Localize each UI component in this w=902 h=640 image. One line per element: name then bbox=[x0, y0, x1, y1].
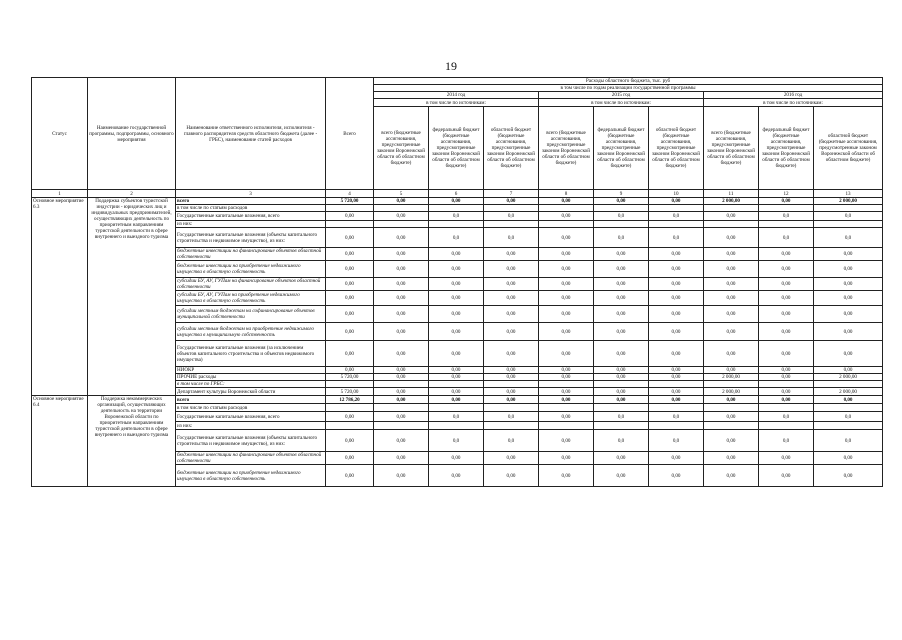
header-year-2014: 2014 год bbox=[374, 92, 539, 99]
row-value: 2 000,00 bbox=[814, 374, 883, 381]
row-label: бюджетные инвестиции на приобретение недвижимого имущества в областную собственность bbox=[176, 465, 326, 487]
column-number: 5 bbox=[374, 190, 429, 198]
header-src-federal: федеральный бюджет (бюджетные ассигнования, предусмотренные законом Воронежской области об областном бюджете) bbox=[594, 107, 649, 190]
row-value: 5 720,00 bbox=[326, 388, 374, 396]
row-value bbox=[429, 404, 484, 412]
header-src-regional: областной бюджет (бюджетные ассигнования, предусмотренные законом Воронежской области об областном бюджете) bbox=[814, 107, 883, 190]
row-value bbox=[326, 381, 374, 388]
row-value: 0,00 bbox=[594, 465, 649, 487]
row-value: 0,00 bbox=[704, 212, 759, 221]
row-value bbox=[594, 404, 649, 412]
row-value bbox=[594, 381, 649, 388]
row-value: 0,00 bbox=[704, 430, 759, 452]
column-number: 4 bbox=[326, 190, 374, 198]
row-value: 0,00 bbox=[704, 412, 759, 422]
row-value bbox=[759, 404, 814, 412]
row-status: Основное мероприятие 6.3 bbox=[32, 198, 88, 396]
row-value: 0,00 bbox=[759, 248, 814, 261]
header-year-2016: 2016 год bbox=[704, 92, 883, 99]
row-value: 0,00 bbox=[814, 306, 883, 323]
header-year-2015: 2015 год bbox=[539, 92, 704, 99]
row-label: в том числе по ГРБС: bbox=[176, 381, 326, 388]
row-label: субсидии местным бюджетам на приобретение недвижимого имущества в муниципальную собственность bbox=[176, 323, 326, 341]
row-value: 0,00 bbox=[484, 291, 539, 306]
row-value: 0,00 bbox=[374, 291, 429, 306]
row-value: 0,00 bbox=[814, 396, 883, 404]
row-value: 0,0 bbox=[429, 430, 484, 452]
row-value: 0,00 bbox=[429, 278, 484, 291]
row-label: Департамент культуры Воронежской области bbox=[176, 388, 326, 396]
expenses-table bbox=[31, 77, 883, 487]
column-number: 6 bbox=[429, 190, 484, 198]
row-label: субсидии БУ, АУ, ГУПам на финансирование объектов областной собственности bbox=[176, 278, 326, 291]
row-value: 0,00 bbox=[594, 341, 649, 367]
row-value: 2 000,00 bbox=[814, 198, 883, 205]
row-value bbox=[539, 404, 594, 412]
row-label: Государственные капитальные вложения, всего bbox=[176, 212, 326, 221]
header-by-sources: в том числе по источникам: bbox=[704, 99, 883, 107]
header-src-regional: областной бюджет (бюджетные ассигнования, предусмотренные законом Воронежской области об областном бюджете) bbox=[649, 107, 704, 190]
row-value: 0,00 bbox=[704, 367, 759, 374]
row-value: 0,00 bbox=[429, 396, 484, 404]
row-value: 0,00 bbox=[484, 465, 539, 487]
row-value: 0,00 bbox=[484, 261, 539, 278]
row-value: 0,00 bbox=[594, 278, 649, 291]
row-value bbox=[429, 221, 484, 228]
row-value bbox=[759, 422, 814, 430]
row-value: 0,00 bbox=[594, 374, 649, 381]
row-value: 0,0 bbox=[759, 228, 814, 248]
row-value: 0,00 bbox=[814, 248, 883, 261]
row-value: 0,00 bbox=[326, 228, 374, 248]
row-value bbox=[429, 205, 484, 212]
row-value: 0,00 bbox=[539, 396, 594, 404]
row-value: 0,00 bbox=[429, 306, 484, 323]
row-value: 0,00 bbox=[814, 452, 883, 465]
column-number: 9 bbox=[594, 190, 649, 198]
row-value: 0,00 bbox=[326, 248, 374, 261]
row-value: 0,00 bbox=[326, 323, 374, 341]
column-number: 8 bbox=[539, 190, 594, 198]
row-value: 0,00 bbox=[594, 396, 649, 404]
header-total: Всего bbox=[326, 78, 374, 190]
row-value: 0,00 bbox=[704, 341, 759, 367]
row-value: 0,0 bbox=[649, 430, 704, 452]
row-value bbox=[539, 221, 594, 228]
row-value: 0,00 bbox=[374, 278, 429, 291]
row-label: НИОКР bbox=[176, 367, 326, 374]
row-value: 0,00 bbox=[539, 278, 594, 291]
row-value: 0,00 bbox=[484, 388, 539, 396]
row-label: бюджетные инвестиции на финансирование объектов областной собственности bbox=[176, 248, 326, 261]
row-value bbox=[374, 381, 429, 388]
row-value: 0,00 bbox=[484, 248, 539, 261]
row-value: 2 000,00 bbox=[704, 388, 759, 396]
row-value: 0,00 bbox=[759, 198, 814, 205]
row-label: в том числе по статьям расходов bbox=[176, 205, 326, 212]
row-value: 0,0 bbox=[429, 212, 484, 221]
row-value: 0,00 bbox=[484, 367, 539, 374]
row-value: 0,00 bbox=[484, 323, 539, 341]
row-label: всего bbox=[176, 198, 326, 205]
row-value: 0,00 bbox=[539, 291, 594, 306]
row-value: 0,00 bbox=[374, 323, 429, 341]
row-value bbox=[484, 221, 539, 228]
row-value: 5 720,00 bbox=[326, 198, 374, 205]
row-label: Государственные капитальные вложения (объекты капитального строительства и недвижимое имущество), из них: bbox=[176, 430, 326, 452]
row-value bbox=[814, 221, 883, 228]
row-value: 0,00 bbox=[814, 261, 883, 278]
row-value: 0,00 bbox=[649, 291, 704, 306]
row-label: Государственные капитальные вложения (объекты капитального строительства и недвижимое имущество), из них: bbox=[176, 228, 326, 248]
row-label: бюджетные инвестиции на финансирование объектов областной собственности bbox=[176, 452, 326, 465]
row-value: 0,00 bbox=[704, 452, 759, 465]
row-value bbox=[484, 205, 539, 212]
row-value bbox=[539, 381, 594, 388]
row-value: 0,00 bbox=[649, 374, 704, 381]
row-value bbox=[814, 422, 883, 430]
header-src-total: всего (бюджетные ассигнования, предусмотренные законом Воронежской области об областном бюджете) bbox=[374, 107, 429, 190]
row-value: 0,00 bbox=[484, 341, 539, 367]
row-value bbox=[374, 205, 429, 212]
row-value: 0,00 bbox=[326, 341, 374, 367]
row-value: 0,0 bbox=[814, 212, 883, 221]
row-value: 0,00 bbox=[326, 306, 374, 323]
row-value: 0,00 bbox=[374, 412, 429, 422]
row-value: 0,00 bbox=[484, 198, 539, 205]
row-value: 0,00 bbox=[429, 198, 484, 205]
row-value: 0,00 bbox=[539, 367, 594, 374]
row-value: 0,00 bbox=[594, 248, 649, 261]
row-value bbox=[704, 205, 759, 212]
row-value: 0,00 bbox=[704, 291, 759, 306]
row-value: 0,00 bbox=[539, 248, 594, 261]
row-value: 0,00 bbox=[759, 452, 814, 465]
header-src-total: всего (бюджетные ассигнования, предусмотренные законом Воронежской области об областном бюджете) bbox=[704, 107, 759, 190]
row-value: 0,00 bbox=[326, 291, 374, 306]
row-value: 0,0 bbox=[484, 228, 539, 248]
row-value: 0,0 bbox=[814, 430, 883, 452]
row-value bbox=[814, 381, 883, 388]
row-value bbox=[814, 205, 883, 212]
row-value: 0,00 bbox=[649, 248, 704, 261]
table-row bbox=[32, 396, 883, 404]
row-value: 0,0 bbox=[429, 412, 484, 422]
row-value: 0,00 bbox=[326, 212, 374, 221]
row-value: 0,00 bbox=[374, 367, 429, 374]
row-label: Государственные капитальные вложения, всего bbox=[176, 412, 326, 422]
row-value bbox=[326, 221, 374, 228]
row-value: 0,00 bbox=[374, 374, 429, 381]
row-label: Государственные капитальные вложения (за исключением объектов капитального строительства и объектов недвижимого имущества) bbox=[176, 341, 326, 367]
row-value: 0,00 bbox=[539, 261, 594, 278]
row-value: 0,0 bbox=[649, 228, 704, 248]
row-value: 0,00 bbox=[374, 452, 429, 465]
row-value: 0,00 bbox=[539, 430, 594, 452]
row-value: 5 720,00 bbox=[326, 374, 374, 381]
row-value: 0,00 bbox=[539, 374, 594, 381]
row-value bbox=[649, 205, 704, 212]
row-value: 0,00 bbox=[759, 374, 814, 381]
row-value: 0,00 bbox=[539, 306, 594, 323]
row-value: 0,00 bbox=[429, 374, 484, 381]
header-src-regional: областной бюджет (бюджетные ассигнования, предусмотренные законом Воронежской области об областном бюджете) bbox=[484, 107, 539, 190]
row-value: 0,0 bbox=[759, 412, 814, 422]
row-value: 0,00 bbox=[649, 341, 704, 367]
row-value: 0,00 bbox=[539, 323, 594, 341]
row-value: 0,00 bbox=[759, 465, 814, 487]
row-value: 0,00 bbox=[594, 306, 649, 323]
row-label: ПРОЧИЕ расходы bbox=[176, 374, 326, 381]
row-value: 0,00 bbox=[429, 261, 484, 278]
row-status: Основное мероприятие 6.4 bbox=[32, 396, 88, 487]
column-number: 12 bbox=[759, 190, 814, 198]
row-label: субсидии БУ, АУ, ГУПам на приобретение недвижимого имущества в областную собственность bbox=[176, 291, 326, 306]
row-value: 0,00 bbox=[594, 198, 649, 205]
column-number: 3 bbox=[176, 190, 326, 198]
row-value bbox=[374, 422, 429, 430]
row-value: 0,00 bbox=[374, 228, 429, 248]
row-value: 0,00 bbox=[484, 306, 539, 323]
row-value: 0,0 bbox=[484, 430, 539, 452]
row-value: 0,00 bbox=[759, 278, 814, 291]
row-value: 0,00 bbox=[539, 388, 594, 396]
row-value: 0,00 bbox=[704, 278, 759, 291]
row-value: 0,00 bbox=[814, 291, 883, 306]
row-value bbox=[594, 221, 649, 228]
row-value: 0,00 bbox=[814, 465, 883, 487]
row-value: 0,00 bbox=[429, 367, 484, 374]
row-value: 0,00 bbox=[759, 323, 814, 341]
row-value: 0,00 bbox=[374, 248, 429, 261]
row-value: 0,00 bbox=[759, 396, 814, 404]
header-src-federal: федеральный бюджет (бюджетные ассигнования, предусмотренные законом Воронежской области об областном бюджете) bbox=[759, 107, 814, 190]
row-value: 0,00 bbox=[649, 367, 704, 374]
row-value: 0,0 bbox=[814, 228, 883, 248]
row-value: 0,00 bbox=[326, 430, 374, 452]
row-value: 0,00 bbox=[374, 198, 429, 205]
row-value: 0,00 bbox=[484, 374, 539, 381]
header-src-total: всего (бюджетные ассигнования, предусмотренные законом Воронежской области об областном бюджете) bbox=[539, 107, 594, 190]
row-value: 0,00 bbox=[326, 412, 374, 422]
row-value bbox=[759, 221, 814, 228]
column-number: 7 bbox=[484, 190, 539, 198]
row-value: 0,0 bbox=[429, 228, 484, 248]
row-value bbox=[326, 422, 374, 430]
row-value: 0,00 bbox=[539, 228, 594, 248]
column-number: 2 bbox=[88, 190, 176, 198]
row-value: 0,00 bbox=[484, 278, 539, 291]
row-value: 0,00 bbox=[429, 323, 484, 341]
row-value: 0,0 bbox=[484, 412, 539, 422]
row-value: 0,00 bbox=[649, 278, 704, 291]
column-number: 11 bbox=[704, 190, 759, 198]
row-value: 0,00 bbox=[539, 212, 594, 221]
row-value bbox=[704, 404, 759, 412]
row-value bbox=[594, 422, 649, 430]
row-value: 0,00 bbox=[594, 261, 649, 278]
row-value: 0,00 bbox=[326, 465, 374, 487]
row-value: 0,00 bbox=[326, 367, 374, 374]
row-value: 0,00 bbox=[704, 465, 759, 487]
row-value: 0,00 bbox=[429, 341, 484, 367]
row-value bbox=[539, 205, 594, 212]
row-value bbox=[649, 381, 704, 388]
row-value bbox=[484, 381, 539, 388]
column-numbers-row bbox=[32, 190, 883, 198]
row-label: субсидии местным бюджетам на софинансирование объектов муниципальной собственности bbox=[176, 306, 326, 323]
row-value: 0,00 bbox=[704, 396, 759, 404]
row-value bbox=[484, 404, 539, 412]
row-value: 0,0 bbox=[649, 412, 704, 422]
row-value: 0,00 bbox=[374, 465, 429, 487]
row-value bbox=[374, 221, 429, 228]
column-number: 10 bbox=[649, 190, 704, 198]
row-value: 0,00 bbox=[429, 465, 484, 487]
row-value: 0,00 bbox=[539, 341, 594, 367]
row-value: 0,00 bbox=[704, 228, 759, 248]
row-value: 0,00 bbox=[484, 452, 539, 465]
row-value: 0,00 bbox=[759, 367, 814, 374]
row-value bbox=[326, 404, 374, 412]
row-value: 0,00 bbox=[704, 306, 759, 323]
row-value bbox=[594, 205, 649, 212]
header-src-federal: федеральный бюджет (бюджетные ассигнования, предусмотренные законом Воронежской области об областном бюджете) bbox=[429, 107, 484, 190]
row-value: 0,00 bbox=[814, 278, 883, 291]
row-value: 0,00 bbox=[594, 367, 649, 374]
header-expenses-title: Расходы областного бюджета, тыс. руб bbox=[374, 78, 883, 85]
header-status: Статус bbox=[32, 78, 88, 190]
row-value: 0,00 bbox=[704, 261, 759, 278]
row-value: 0,00 bbox=[429, 452, 484, 465]
row-value: 12 786,20 bbox=[326, 396, 374, 404]
row-value: 0,0 bbox=[814, 412, 883, 422]
row-value bbox=[539, 422, 594, 430]
row-value: 0,0 bbox=[484, 212, 539, 221]
row-value: 0,0 bbox=[594, 412, 649, 422]
row-value: 0,00 bbox=[374, 388, 429, 396]
row-value: 2 000,00 bbox=[704, 374, 759, 381]
row-value: 0,00 bbox=[649, 465, 704, 487]
page-number: 19 bbox=[445, 59, 457, 73]
row-value: 0,00 bbox=[759, 388, 814, 396]
row-value: 0,00 bbox=[326, 261, 374, 278]
row-value: 0,00 bbox=[649, 388, 704, 396]
row-value: 0,00 bbox=[374, 430, 429, 452]
row-value: 0,00 bbox=[374, 396, 429, 404]
row-value: 0,00 bbox=[539, 198, 594, 205]
row-value: 0,00 bbox=[649, 396, 704, 404]
row-value: 0,00 bbox=[326, 278, 374, 291]
row-value: 0,00 bbox=[649, 323, 704, 341]
row-value: 0,00 bbox=[539, 452, 594, 465]
row-value: 0,00 bbox=[759, 341, 814, 367]
row-value bbox=[429, 422, 484, 430]
row-value: 0,0 bbox=[594, 228, 649, 248]
row-value: 0,00 bbox=[594, 452, 649, 465]
row-value: 0,00 bbox=[594, 323, 649, 341]
row-value: 0,00 bbox=[814, 323, 883, 341]
row-value: 0,00 bbox=[429, 248, 484, 261]
header-program-name: Наименование государственной программы, подпрограммы, основного мероприятия bbox=[88, 78, 176, 190]
row-value: 0,00 bbox=[429, 291, 484, 306]
row-value: 0,00 bbox=[374, 306, 429, 323]
row-value: 0,00 bbox=[649, 306, 704, 323]
row-value: 0,0 bbox=[759, 212, 814, 221]
row-value: 0,00 bbox=[374, 341, 429, 367]
row-value bbox=[326, 205, 374, 212]
row-value bbox=[429, 381, 484, 388]
row-value: 0,00 bbox=[704, 323, 759, 341]
row-value bbox=[704, 221, 759, 228]
row-label: в том числе по статьям расходов bbox=[176, 404, 326, 412]
row-value bbox=[374, 404, 429, 412]
row-value bbox=[704, 381, 759, 388]
table-row bbox=[32, 198, 883, 205]
row-value bbox=[759, 205, 814, 212]
row-value: 0,00 bbox=[759, 261, 814, 278]
row-value: 0,00 bbox=[539, 465, 594, 487]
row-value: 0,00 bbox=[429, 388, 484, 396]
row-value: 0,00 bbox=[649, 452, 704, 465]
row-value: 0,00 bbox=[374, 261, 429, 278]
row-value: 0,00 bbox=[759, 291, 814, 306]
row-value: 0,0 bbox=[649, 212, 704, 221]
row-value: 0,00 bbox=[814, 341, 883, 367]
row-value bbox=[649, 422, 704, 430]
row-program-name: Поддержка некоммерческих организаций, осуществляющих деятельность на территории Воронежской области по приоритетным направлениям туристской деятельности в сфере внутреннего и выездного туризма bbox=[88, 396, 176, 487]
row-value: 0,00 bbox=[594, 388, 649, 396]
row-value bbox=[704, 422, 759, 430]
row-label: из них: bbox=[176, 422, 326, 430]
row-value bbox=[484, 422, 539, 430]
row-value: 0,00 bbox=[326, 452, 374, 465]
row-value: 0,0 bbox=[594, 430, 649, 452]
row-value bbox=[814, 404, 883, 412]
row-value: 0,00 bbox=[759, 306, 814, 323]
row-value: 0,00 bbox=[374, 212, 429, 221]
header-by-sources: в том числе по источникам: bbox=[539, 99, 704, 107]
row-value: 0,0 bbox=[759, 430, 814, 452]
row-value bbox=[649, 404, 704, 412]
header-executor: Наименование ответственного исполнителя, исполнителя - главного распорядителя средств областного бюджета (далее - ГРБС), наименование статей расходов bbox=[176, 78, 326, 190]
row-value: 0,00 bbox=[484, 396, 539, 404]
row-value bbox=[649, 221, 704, 228]
row-label: из них: bbox=[176, 221, 326, 228]
row-value: 0,00 bbox=[814, 367, 883, 374]
row-value: 2 000,00 bbox=[814, 388, 883, 396]
row-label: всего bbox=[176, 396, 326, 404]
row-value: 2 000,00 bbox=[704, 198, 759, 205]
header-by-years: в том числе по годам реализации государственной программы bbox=[374, 85, 883, 92]
row-program-name: Поддержка субъектов туристской индустрии - юридических лиц и индивидуальных предпринимателей, осуществляющих деятельность по приоритетным направлениям туристской деятельности в сфере внутреннего и выездного туризма bbox=[88, 198, 176, 396]
header-by-sources: в том числе по источникам: bbox=[374, 99, 539, 107]
column-number: 1 bbox=[32, 190, 88, 198]
column-number: 13 bbox=[814, 190, 883, 198]
row-label: бюджетные инвестиции на приобретение недвижимого имущества в областную собственность bbox=[176, 261, 326, 278]
row-value: 0,00 bbox=[649, 198, 704, 205]
row-value: 0,00 bbox=[649, 261, 704, 278]
row-value: 0,00 bbox=[704, 248, 759, 261]
row-value: 0,00 bbox=[539, 412, 594, 422]
row-value bbox=[759, 381, 814, 388]
row-value: 0,00 bbox=[594, 291, 649, 306]
row-value: 0,0 bbox=[594, 212, 649, 221]
